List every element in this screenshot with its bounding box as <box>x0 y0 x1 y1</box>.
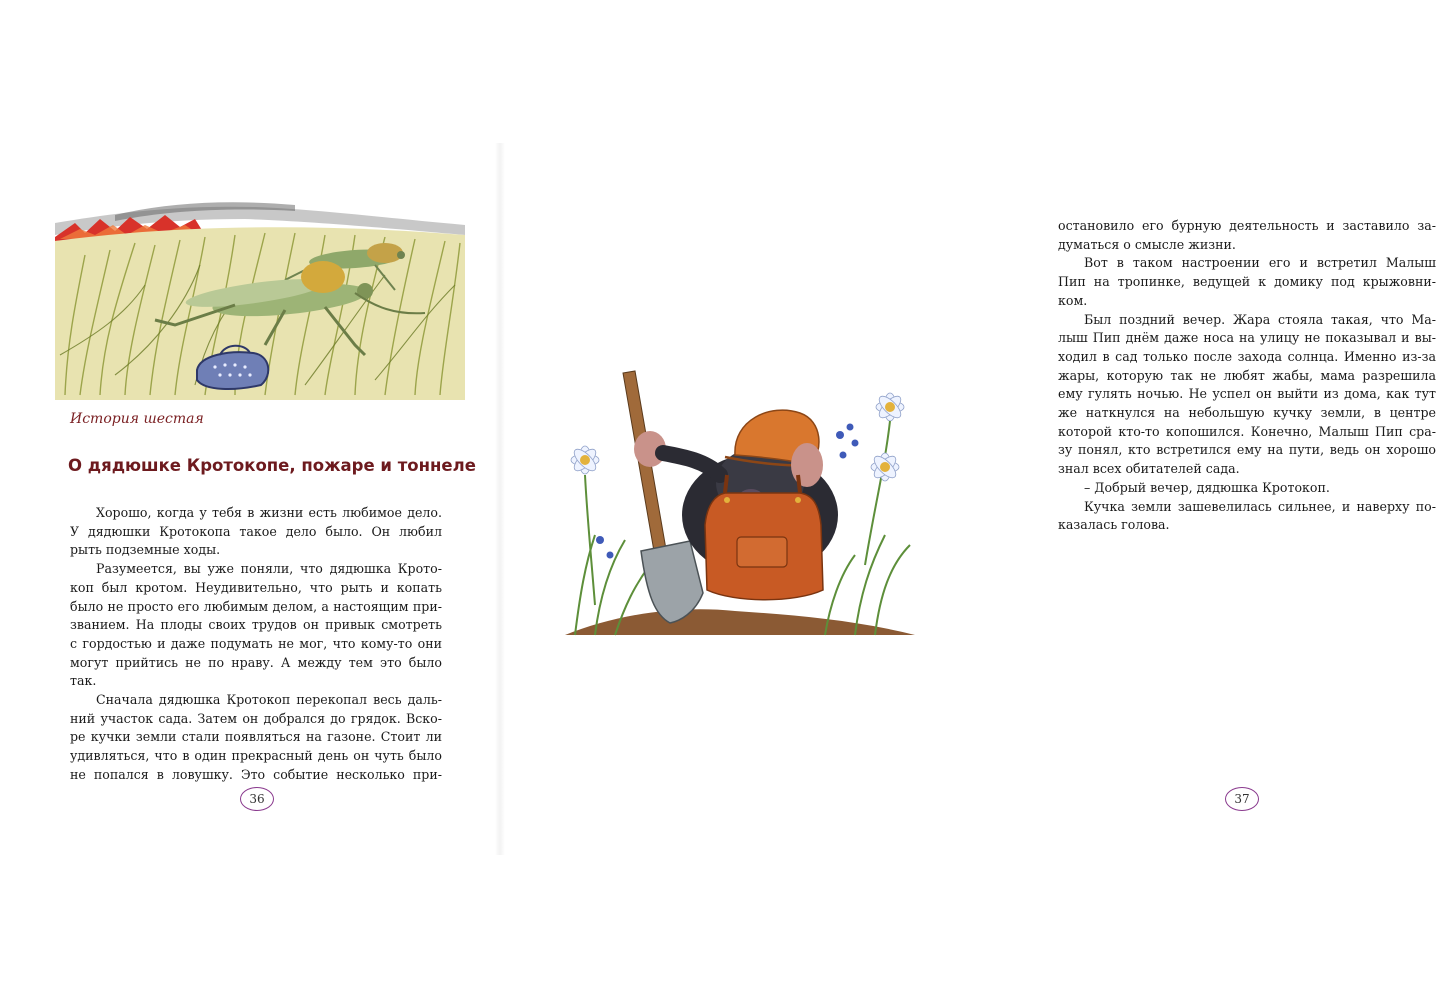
text-line: не попался в ловушку. Это событие несколько при- <box>70 766 442 782</box>
text-line: ему гулять ночью. Не успел он выйти из дома, как тут <box>1058 386 1436 402</box>
right-page <box>500 143 1436 855</box>
story-label: История шестая <box>70 411 204 427</box>
text-line: с гордостью и даже подумать не мог, что кому-то они <box>70 635 442 651</box>
text-line: званием. На плоды своих трудов он привык смотреть <box>70 617 442 633</box>
text-line: ре кучки земли стали появляться на газоне. Стоит ли <box>70 729 442 745</box>
grasshoppers-illustration <box>55 195 465 400</box>
text-line: удивляться, что в один прекрасный день он чуть было <box>70 748 442 764</box>
daisy-flower-right <box>871 453 899 481</box>
text-line: так. <box>70 673 97 689</box>
text-line: ходил в сад только после захода солнца. Именно из-за <box>1058 348 1436 364</box>
text-line: Был поздний вечер. Жара стояла такая, что Ма- <box>1084 311 1436 327</box>
text-line: же наткнулся на небольшую кучку земли, в центре <box>1058 405 1436 421</box>
text-line: Разумеется, вы уже поняли, что дядюшка Крото- <box>96 561 442 577</box>
text-line: Вот в таком настроении его и встретил Малыш <box>1084 255 1436 271</box>
text-line: жары, которую так не любят жабы, мама разрешила <box>1058 367 1436 383</box>
right-page-text <box>1058 217 1436 535</box>
text-line: зу понял, кто встретился ему на пути, ведь он хорошо <box>1058 442 1436 458</box>
text-line: которой кто-то копошился. Конечно, Малыш Пип сра- <box>1058 423 1436 439</box>
text-line: Кучка земли зашевелилась сильнее, и наверху по- <box>1084 498 1436 514</box>
mole-illustration <box>555 365 920 640</box>
text-line: – Добрый вечер, дядюшка Кротокоп. <box>1084 479 1330 495</box>
left-page-text <box>70 504 442 785</box>
text-line: Пип на тропинке, ведущей к домику под крыжовни- <box>1058 274 1436 290</box>
book-spread <box>0 143 1436 855</box>
daisy-flower-left <box>571 446 599 605</box>
text-line: ний участок сада. Затем он добрался до грядок. Вско- <box>70 710 442 726</box>
text-line: ком. <box>1058 292 1088 308</box>
text-line: рыть подземные ходы. <box>70 542 221 558</box>
text-line: могут прийтись не по нраву. А между тем это было <box>70 654 442 670</box>
text-line: Сначала дядюшка Кротокоп перекопал весь даль- <box>96 692 442 708</box>
left-page <box>0 143 500 855</box>
page-number-right: 37 <box>1225 787 1259 811</box>
text-line: думаться о смысле жизни. <box>1058 236 1236 252</box>
text-line: знал всех обитателей сада. <box>1058 461 1240 477</box>
chapter-title: О дядюшке Кротокопе, пожаре и тоннеле <box>68 456 476 475</box>
text-line: коп был кротом. Неудивительно, что рыть и копать <box>70 579 442 595</box>
text-line: казалась голова. <box>1058 517 1170 533</box>
text-line: Хорошо, когда у тебя в жизни есть любимое дело. <box>96 505 442 520</box>
text-line: остановило его бурную деятельность и заставило за- <box>1058 218 1436 233</box>
text-line: было не просто его любимым делом, а настоящим при- <box>70 598 442 614</box>
text-line: лыш Пип днём даже носа на улицу не показывал и вы- <box>1058 330 1436 346</box>
text-line: У дядюшки Кротокопа такое дело было. Он любил <box>70 523 442 539</box>
page-number-left: 36 <box>240 787 274 811</box>
